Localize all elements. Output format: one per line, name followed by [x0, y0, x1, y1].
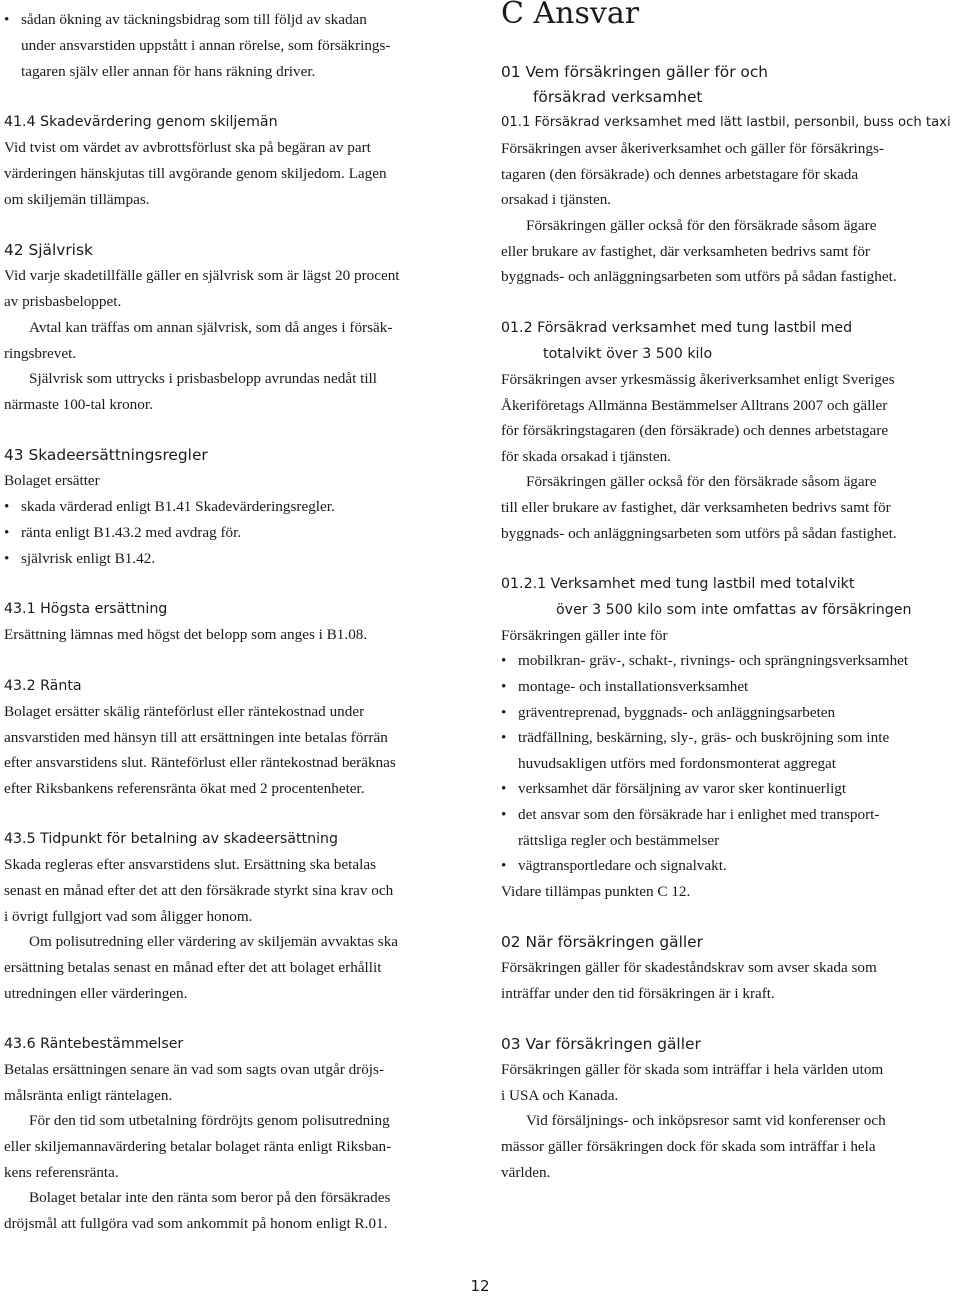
text-line: tagaren (den försäkrade) och dennes arbetstagare för skada — [501, 166, 859, 183]
text-line: byggnads- och anläggningsarbeten som utförs på sådan fastighet. — [501, 268, 897, 285]
text-line: Försäkringen gäller inte för — [501, 627, 668, 644]
section-heading: 43.1 Högsta ersättning — [4, 601, 168, 617]
text-line: byggnads- och anläggningsarbeten som utförs på sådan fastighet. — [501, 525, 897, 542]
text-line: ansvarstiden med hänsyn till att ersättningen inte betalas förrän — [4, 729, 388, 746]
bullet-item: • montage- och installationsverksamhet — [501, 677, 748, 697]
text-line: i övrigt fullgjort vad som åligger honom. — [4, 908, 253, 925]
bullet-item: • sådan ökning av täckningsbidrag som till följd av skadan — [4, 10, 367, 30]
text-line: kens referensränta. — [4, 1164, 119, 1181]
paragraph-first-line: Avtal kan träffas om annan självrisk, som då anges i försäk- — [29, 319, 393, 336]
text-line: senast en månad efter det att den försäkrade styrkt sina krav och — [4, 882, 394, 899]
text-line: till eller brukare av fastighet, där verksamheten bedrivs samt för — [501, 499, 891, 516]
bullet-item: • vägtransportledare och signalvakt. — [501, 856, 727, 876]
bullet-item: • ränta enligt B1.43.2 med avdrag för. — [4, 523, 241, 543]
bullet-item: • skada värderad enligt B1.41 Skadevärderingsregler. — [4, 497, 335, 517]
section-heading: 03 Var försäkringen gäller — [501, 1035, 701, 1053]
text-line: Försäkringen gäller för skada som inträffar i hela världen utom — [501, 1061, 884, 1078]
text-line: målsränta enligt räntelagen. — [4, 1087, 173, 1104]
text-line: efter ansvarstidens slut. Ränteförlust eller räntekostnad beräknas — [4, 754, 396, 771]
section-heading: totalvikt över 3 500 kilo — [543, 346, 713, 362]
bullet-item: • självrisk enligt B1.42. — [4, 549, 155, 569]
text-line: värderingen hänskjutas till avgörande genom skiljedom. Lagen — [4, 165, 387, 182]
text-line: huvudsakligen utförs med fordonsmonterat aggregat — [518, 755, 837, 772]
text-line: Vidare tillämpas punkten C 12. — [501, 883, 691, 900]
paragraph-first-line: Försäkringen gäller också för den försäkrade såsom ägare — [526, 217, 877, 234]
paragraph-first-line: För den tid som utbetalning fördröjts genom polisutredning — [29, 1112, 390, 1129]
section-heading: 42 Självrisk — [4, 241, 93, 259]
text-line: Försäkringen gäller för skadeståndskrav som avser skada som — [501, 959, 877, 976]
text-line: Försäkringen avser yrkesmässig åkeriverksamhet enligt Sveriges — [501, 371, 895, 388]
section-heading: 01.2.1 Verksamhet med tung lastbil med totalvikt — [501, 576, 855, 592]
text-line: eller brukare av fastighet, där verksamheten bedrivs samt för — [501, 243, 870, 260]
bullet-item: • verksamhet där försäljning av varor sker kontinuerligt — [501, 779, 846, 799]
text-line: Vid tvist om värdet av avbrottsförlust ska på begäran av part — [4, 139, 371, 156]
text-line: världen. — [501, 1164, 551, 1181]
text-line: i USA och Kanada. — [501, 1087, 619, 1104]
text-line: Försäkringen avser åkeriverksamhet och gäller för försäkrings- — [501, 140, 884, 157]
text-line: orsakad i tjänsten. — [501, 191, 612, 208]
page-number: 12 — [470, 1277, 490, 1295]
text-line: ersättning betalas senast en månad efter det att bolaget erhållit — [4, 959, 382, 976]
text-line: av prisbasbeloppet. — [4, 293, 122, 310]
section-heading: 43.2 Ränta — [4, 678, 82, 694]
text-line: inträffar under den tid försäkringen är i kraft. — [501, 985, 775, 1002]
bullet-item: • mobilkran- gräv-, schakt-, rivnings- och sprängningsverksamhet — [501, 651, 908, 671]
paragraph-first-line: Vid försäljnings- och inköpsresor samt vid konferenser och — [526, 1112, 886, 1129]
text-line: för skada orsakad i tjänsten. — [501, 448, 671, 465]
section-heading: 41.4 Skadevärdering genom skiljemän — [4, 114, 278, 130]
text-line: rättsliga regler och bestämmelser — [518, 832, 720, 849]
text-line: för försäkringstagaren (den försäkrade) och dennes arbetstagare — [501, 422, 889, 439]
section-heading: försäkrad verksamhet — [533, 88, 703, 106]
chapter-title: C Ansvar — [501, 0, 640, 31]
bullet-item: • trädfällning, beskärning, sly-, gräs- och buskröjning som inte — [501, 728, 889, 748]
section-heading: 01 Vem försäkringen gäller för och — [501, 63, 769, 81]
bullet-item: • gräventreprenad, byggnads- och anläggningsarbeten — [501, 703, 835, 723]
section-heading: över 3 500 kilo som inte omfattas av försäkringen — [556, 602, 912, 618]
text-line: Åkeriföretags Allmänna Bestämmelser Alltrans 2007 och gäller — [501, 397, 888, 414]
bullet-item: • det ansvar som den försäkrade har i enlighet med transport- — [501, 805, 879, 825]
text-line: närmaste 100-tal kronor. — [4, 396, 153, 413]
text-line: under ansvarstiden uppstått i annan rörelse, som försäkrings- — [21, 37, 391, 54]
text-line: utredningen eller värderingen. — [4, 985, 188, 1002]
section-heading: 01.1 Försäkrad verksamhet med lätt lastbil, personbil, buss och taxi — [501, 115, 951, 130]
text-line: Skada regleras efter ansvarstidens slut. Ersättning ska betalas — [4, 856, 376, 873]
text-line: om skiljemän tillämpas. — [4, 191, 150, 208]
text-line: Bolaget ersätter — [4, 472, 100, 489]
section-heading: 02 När försäkringen gäller — [501, 933, 703, 951]
text-line: tagaren själv eller annan för hans räkning driver. — [21, 63, 316, 80]
text-line: Bolaget ersätter skälig ränteförlust eller räntekostnad under — [4, 703, 365, 720]
paragraph-first-line: Bolaget betalar inte den ränta som beror på den försäkrades — [29, 1189, 391, 1206]
text-line: dröjsmål att fullgöra vad som ankommit på honom enligt R.01. — [4, 1215, 388, 1232]
text-line: ringsbrevet. — [4, 345, 77, 362]
section-heading: 01.2 Försäkrad verksamhet med tung lastbil med — [501, 320, 853, 336]
text-line: Ersättning lämnas med högst det belopp som anges i B1.08. — [4, 626, 368, 643]
text-line: mässor gäller försäkringen dock för skada som inträffar i hela — [501, 1138, 876, 1155]
paragraph-first-line: Om polisutredning eller värdering av skiljemän avvaktas ska — [29, 933, 399, 950]
paragraph-first-line: Självrisk som uttrycks i prisbasbelopp avrundas nedåt till — [29, 370, 377, 387]
section-heading: 43.5 Tidpunkt för betalning av skadeersättning — [4, 831, 339, 847]
text-line: Betalas ersättningen senare än vad som sagts ovan utgår dröjs- — [4, 1061, 384, 1078]
text-line: efter Riksbankens referensränta ökat med 2 procentenheter. — [4, 780, 365, 797]
paragraph-first-line: Försäkringen gäller också för den försäkrade såsom ägare — [526, 473, 877, 490]
section-heading: 43 Skadeersättningsregler — [4, 446, 208, 464]
text-line: eller skiljemannavärdering betalar bolaget ränta enligt Riksban- — [4, 1138, 392, 1155]
text-line: Vid varje skadetillfälle gäller en självrisk som är lägst 20 procent — [4, 267, 400, 284]
section-heading: 43.6 Räntebestämmelser — [4, 1036, 184, 1052]
